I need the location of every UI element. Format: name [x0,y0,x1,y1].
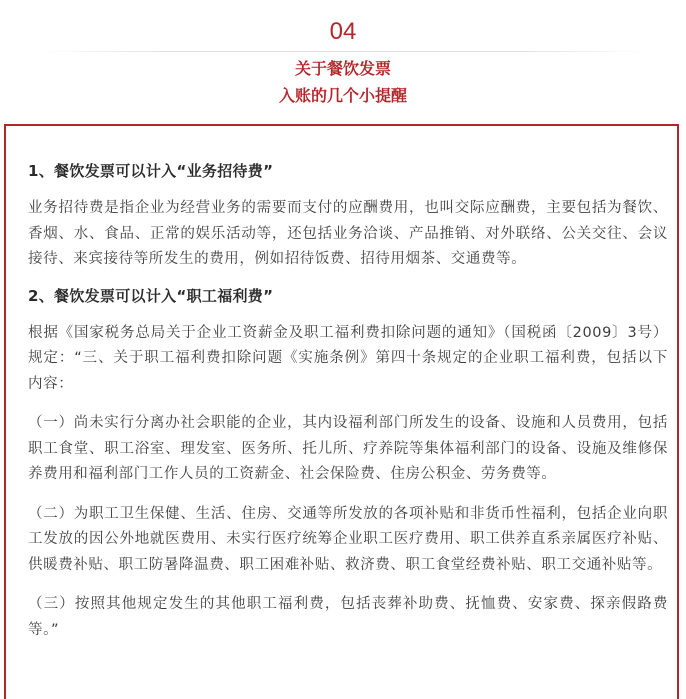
section-title-line-1: 关于餐饮发票 [294,59,391,78]
subsection-heading-1: 1、餐饮发票可以计入“业务招待费” [28,162,274,180]
subsection-heading-2: 2、餐饮发票可以计入“职工福利费” [28,286,274,305]
paragraph: （一）尚未实行分离办社会职能的企业，其内设福利部门所发生的设备、设施和人员费用，包括职工食堂、职工浴室、理发室、医务所、托儿所、疗养院等集体福利部门的设备、设施及维修保养费用和福利部门工作人员的工资薪金、社会保险费、住房公积金、劳务费等。 [28,415,668,482]
header-divider [40,51,646,52]
paragraph: 根据《国家税务总局关于企业工资薪金及职工福利费扣除问题的通知》（国税函〔2009〕3号）规定：“三、关于职工福利费扣除问题《实施条例》第四十条规定的企业职工福利费，包括以下内容： [28,324,668,392]
section-header [0,0,686,122]
paragraph: （二）为职工卫生保健、生活、住房、交通等所发放的各项补贴和非货币性福利，包括企业向职工发放的因公外地就医费用、未实行医疗统筹企业职工医疗费用、职工供养直系亲属医疗补贴、供暖费补贴、职工防暑降温费、职工困难补贴、救济费、职工食堂经费补贴、职工交通补贴等。 [28,505,668,573]
content-frame [4,124,679,699]
article-body [28,160,668,643]
paragraph: （三）按照其他规定发生的其他职工福利费，包括丧葬补助费、抚恤费、安家费、探亲假路费等。” [28,596,668,638]
section-title-line-2: 入账的几个小提醒 [278,86,407,105]
section-number: 04 [329,18,357,45]
paragraph: 业务招待费是指企业为经营业务的需要而支付的应酬费用，也叫交际应酬费，主要包括为餐饮、香烟、水、食品、正常的娱乐活动等，还包括业务洽谈、产品推销、对外联络、公关交往、会议接待、来宾接待等所发生的费用，例如招待饭费、招待用烟茶、交通费等。 [28,200,668,267]
